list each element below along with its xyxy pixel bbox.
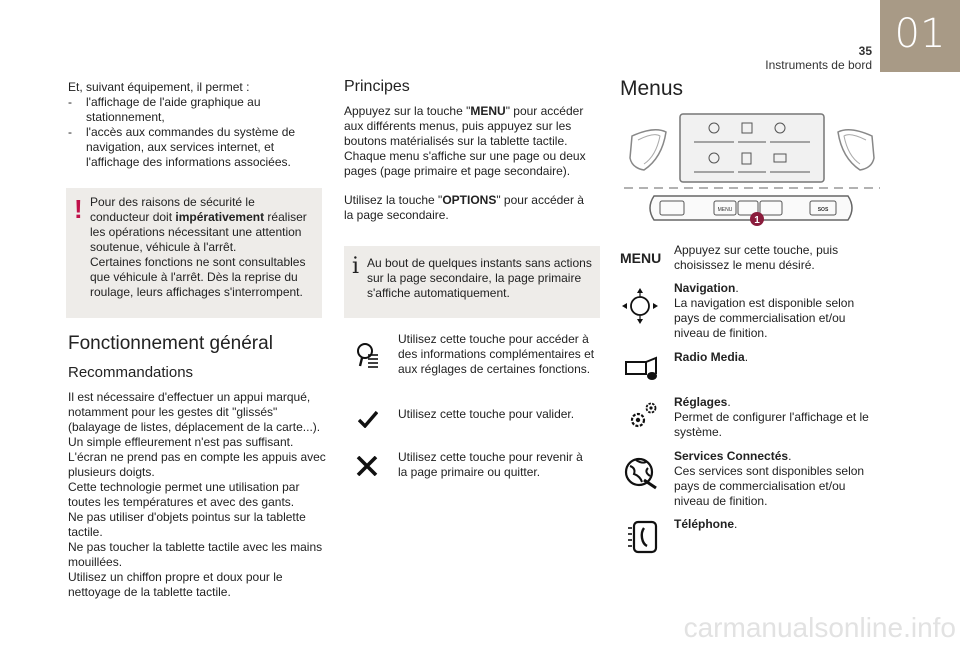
menu-key-label: MENU [620, 250, 662, 266]
list-item: - l'affichage de l'aide graphique au stationnement, [68, 95, 324, 125]
options-text: Utilisez cette touche pour accéder à des informations complémentaires et aux réglages de certaines fonctions. [398, 332, 595, 376]
panel-sos-label: SOS [817, 207, 829, 213]
connected-services-block: Services Connectés. Ces services sont disponibles selon pays de commercialisation et/ou niveau de finition. [674, 449, 874, 509]
phone-title: Téléphone [674, 517, 735, 531]
menus-heading: Menus [620, 77, 684, 100]
connected-services-text: Ces services sont disponibles selon pays de commercialisation et/ou niveau de finition. [674, 464, 865, 508]
connected-services-title: Services Connectés [674, 449, 789, 463]
navigation-icon [620, 286, 660, 326]
menu-text: Appuyez sur cette touche, puis choisissez le menu désiré. [674, 243, 839, 272]
chapter-number: 01 [894, 11, 946, 57]
navigation-text: La navigation est disponible selon pays de commercialisation et/ou niveau de finition. [674, 296, 855, 340]
info-icon: i [352, 254, 360, 279]
principles-heading: Principes [344, 78, 410, 95]
options-icon [354, 342, 380, 370]
validate-text: Utilisez cette touche pour valider. [398, 407, 575, 421]
feature-list [68, 95, 324, 170]
warning-text: Pour des raisons de sécurité le conducteur doit impérativement réaliser les opérations nécessitant une attention soutenue, véhicule à l'arrêt. Certaines fonctions ne sont consultables que véhicule à l'arrêt. Dès la reprise du roulage, leurs affichages s'interrompent. [90, 195, 307, 299]
phone-item: Téléphone. [674, 517, 738, 531]
connected-services-icon [622, 454, 660, 492]
intro-block [68, 80, 324, 170]
subheading: Recommandations [68, 364, 194, 381]
radio-media-icon [624, 354, 660, 384]
page-number: 35 [858, 44, 872, 58]
checkmark-icon [358, 410, 378, 428]
settings-text: Permet de configurer l'affichage et le système. [674, 410, 869, 439]
back-text: Utilisez cette touche pour revenir à la page primaire ou quitter. [398, 450, 583, 479]
navigation-title: Navigation [674, 281, 736, 295]
radio-media-item: Radio Media. [674, 350, 749, 364]
radio-media-title: Radio Media [674, 350, 745, 364]
panel-menu-label: MENU [717, 207, 733, 213]
warning-icon: ! [74, 194, 83, 224]
callout-number: 1 [754, 215, 760, 226]
section-title: Instruments de bord [765, 58, 872, 72]
settings-title: Réglages [674, 395, 728, 409]
close-icon [356, 456, 378, 476]
recommendations-body: Il est nécessaire d'effectuer un appui marqué, notamment pour les gestes dit "glissés" (balayage de listes, déplacement de la carte...). Un simple effleurement n'est pas suffisant. L'écran ne prend pas en compte les appuis avec plusieurs doigts. Cette technologie permet une utilisation par toutes les températures et avec des gants. Ne pas utiliser d'objets pointus sur la tablette tactile. Ne pas toucher la tablette tactile avec les mains mouillées. Utilisez un chiffon propre et doux pour le nettoyage de la tablette tactile. [68, 390, 326, 599]
settings-block: Réglages. Permet de configurer l'affichage et le système. [674, 395, 874, 440]
list-item: - l'accès aux commandes du système de navigation, aux services internet, et l'affichage des informations associées. [68, 125, 324, 170]
section-heading: Fonctionnement général [68, 333, 273, 354]
principles-body: Appuyez sur la touche "MENU" pour accéder aux différents menus, puis appuyez sur les boutons matérialisés sur la tablette tactile. Chaque menu s'affiche sur une page ou deux pages (page primaire et page secondaire). Utilisez la touche "OPTIONS" pour accéder à la page secondaire. [344, 104, 586, 222]
navigation-block: Navigation. La navigation est disponible selon pays de commercialisation et/ou niveau de finition. [674, 281, 874, 341]
dashboard-illustration [624, 108, 880, 238]
phone-icon [624, 520, 660, 554]
info-text: Au bout de quelques instants sans actions sur la page secondaire, la page primaire s'affiche automatiquement. [367, 256, 592, 300]
intro-text: Et, suivant équipement, il permet : [68, 80, 250, 94]
watermark: carmanualsonline.info [683, 612, 956, 643]
settings-icon [626, 400, 660, 432]
